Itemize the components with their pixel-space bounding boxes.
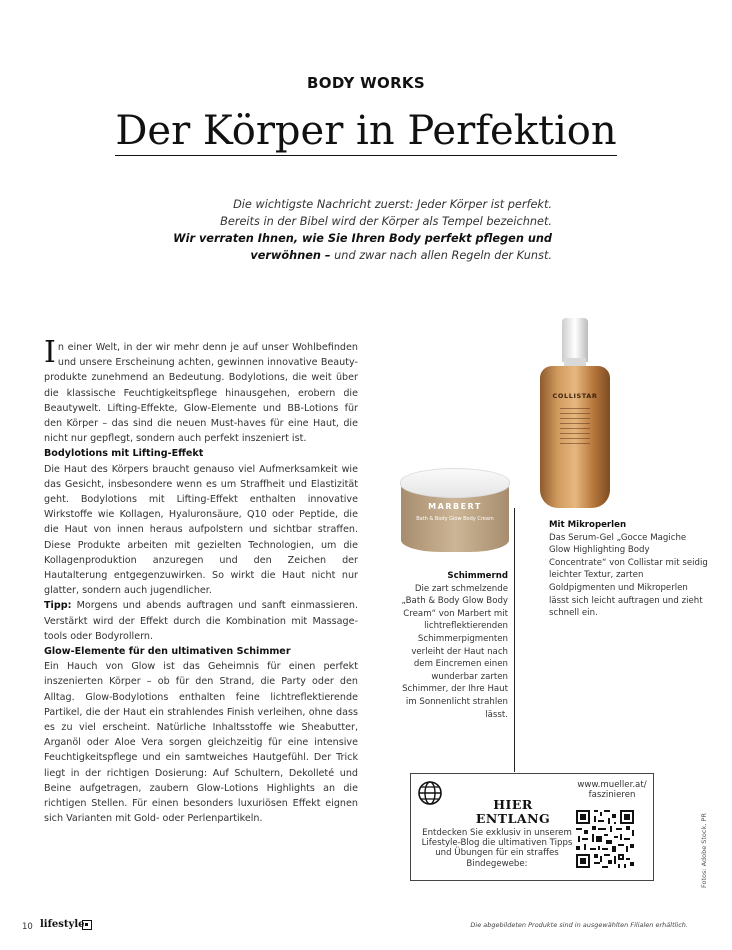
promo-link[interactable] — [573, 780, 651, 800]
intro-bold: Wir verraten Ihnen, wie Sie Ihren Body perfekt pflegen und verwöhnen – — [173, 232, 552, 262]
tip-label: Tipp: — [44, 600, 72, 612]
paragraph-1 — [44, 335, 358, 446]
globe-icon — [417, 780, 443, 810]
brand-logo-icon — [82, 920, 92, 930]
caption-divider — [514, 508, 515, 772]
promo-text: Entdecken Sie exklusiv in unserem Lifestyle-Blog die ultimativen Tipps und Übungen für ein straffes Bindegewebe: — [421, 828, 573, 869]
qr-code-icon[interactable] — [574, 808, 636, 870]
intro-line-2: Bereits in der Bibel wird der Körper als Tempel bezeichnet. — [220, 215, 552, 228]
bottle-label-lines — [560, 408, 590, 448]
page-title — [0, 108, 732, 154]
article-body — [44, 335, 358, 827]
product-image-jar — [400, 468, 510, 558]
intro-text — [160, 196, 552, 264]
promo-title-1: HIER — [493, 797, 533, 812]
intro-rest: und zwar nach allen Regeln der Kunst. — [330, 249, 552, 262]
subheading-lifting: Bodylotions mit Lifting-Effekt — [44, 448, 204, 460]
bottle-brand: COLLISTAR — [552, 392, 598, 400]
section-label: BODY WORKS — [307, 74, 425, 92]
jar-label: Bath & Body Glow Body Cream — [416, 516, 494, 522]
promo-title — [453, 798, 573, 826]
bottle-pump — [562, 318, 588, 362]
footer-note: Die abgebildeten Produkte sind in ausgewählten Filialen erhältlich. — [470, 921, 688, 929]
tip — [44, 598, 358, 644]
promo-url-2: faszinieren — [588, 790, 636, 801]
caption-bottle-title: Mit Mikroperlen — [549, 520, 627, 530]
footer-brand: lifestyle — [40, 919, 85, 930]
tip-text: Morgens und abends auftragen und sanft einmassieren. Verstärkt wird der Effekt durch die Kombination mit Massage-tools oder Bodyrollern. — [44, 600, 358, 642]
promo-box[interactable] — [410, 773, 654, 881]
caption-jar-text: Die zart schmelzende „Bath & Body Glow Body Cream“ von Marbert mit lichtreflektierenden Schimmerpigmenten verleiht der Haut nach dem Eincremen einen wunderbar zarten Schimmer, der Ihre Haut im Sonnenlicht strahlen lässt. — [401, 583, 508, 720]
subheading-glow: Glow-Elemente für den ultimativen Schimmer — [44, 646, 291, 658]
promo-title-2: ENTLANG — [475, 811, 551, 826]
caption-bottle-text: Das Serum-Gel „Gocce Magiche Glow Highlighting Body Concentrate“ von Collistar mit seidig leichter Textur, zarten Goldpigmenten und Mikroperlen lässt sich leicht auftragen und zieht schnell ein. — [549, 532, 708, 619]
intro-line-1: Die wichtigste Nachricht zuerst: Jeder Körper ist perfekt. — [233, 198, 552, 211]
caption-bottle — [549, 519, 709, 620]
product-image-bottle — [540, 318, 610, 508]
paragraph-3: Ein Hauch von Glow ist das Geheimnis für einen perfekt inszenierten Körper – ob für den Strand, die Party oder den Alltag. Glow-Bodylotions enthalten feine lichtreflektierende Partikel, die der Haut ein strahlendes Finish verleihen, ohne dass es zu viel erscheint. Natürliche Inhaltsstoffe wie Sheabutter, Arganöl oder Aloe Vera sorgen gleichzeitig für eine intensive Feuchtigkeitspflege und ein samtweiches Hautgefühl. Der Trick liegt in der richtigen Dosierung: Auf Schultern, Dekolleté und Beine aufgetragen, zaubern Glow-Lotions Highlights an die richtigen Stellen. Für einen besonders luxuriösen Effekt eignen sich Varianten mit Gold- oder Perlenpartikeln. — [44, 661, 358, 825]
photo-credit: Fotos: Adobe Stock, PR — [700, 813, 708, 888]
caption-jar-title: Schimmernd — [447, 571, 508, 581]
dropcap: I — [44, 335, 56, 370]
jar-lid — [400, 468, 510, 498]
page-title-text: Der Körper in Perfektion — [115, 108, 617, 154]
caption-jar — [392, 570, 508, 721]
paragraph-1-text: n einer Welt, in der wir mehr denn je auf unser Wohlbefinden und unsere Erscheinung achten, gewinnen innovative Beauty-produkte zunehmend an Bedeutung. Bodylotions, die weit über die klassische Feuchtigkeitspflege hinausgehen, erobern die Beautywelt. Lifting-Effekte, Glow-Elemente und BB-Lotions für den Körper – das sind die neuen Must-haves für eine Haut, die nicht nur gepflegt, sondern auch perfekt inszeniert ist. — [44, 342, 358, 445]
page-number: 10 — [22, 922, 33, 932]
promo-url-1: www.mueller.at/ — [577, 780, 647, 790]
jar-brand: MARBERT — [428, 502, 482, 511]
paragraph-2: Die Haut des Körpers braucht genauso viel Aufmerksamkeit wie das Gesicht, insbesondere wenn es um Straffheit und Elastizität geht. Bodylotions mit Lifting-Effekt enthalten innovative Wirkstoffe wie Kollagen, Hyaluronsäure, Q10 oder Peptide, die die Haut von innen heraus aufpolstern und sichtbar straffen. Diese Produkte arbeiten mit gezielten Technologien, um die Kollagenproduktion anzuregen und den Zeichen der Hautalterung entgegenzuwirken. So wirkt die Haut nicht nur glatter, sondern auch jugendlicher. — [44, 463, 358, 597]
